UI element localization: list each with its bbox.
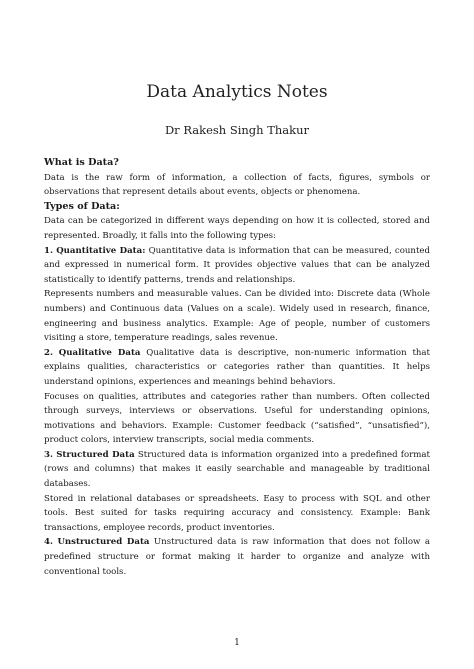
list-item-quantitative — [44, 244, 430, 288]
list-item-unstructured — [44, 535, 430, 579]
types-of-data-intro: Data can be categorized in different ways depending on how it is collected, stored and represented. Broadly, it falls into the following types: — [44, 216, 430, 241]
list-item-qualitative — [44, 346, 430, 390]
list-item-text: Unstructured data is raw information that does not follow a predefined structure or format making it harder to organize and analyze with conventional tools. — [44, 537, 430, 577]
list-item-number: 1. — [44, 245, 53, 256]
list-item-number: 4. — [44, 537, 53, 548]
list-item-text: Quantitative data is information that can be measured, counted and expressed in numerical form. It provides objective values that can be analyzed statistically to identify patterns, trends and relationships. — [44, 245, 431, 285]
section-heading-types-of-data: Types of Data: — [44, 200, 120, 212]
list-item-label: Qualitative Data — [58, 347, 141, 358]
list-item-label: Structured Data — [56, 449, 135, 460]
section-heading-what-is-data: What is Data? — [44, 157, 119, 168]
list-item-text: Qualitative data is descriptive, non-numeric information that explains qualities, characteristics or categories rather than quantities. It helps understand opinions, experiences and meanings behind behaviors. — [44, 347, 431, 387]
document-title: Data Analytics Notes — [146, 82, 328, 102]
list-item-label: Quantitative Data: — [56, 245, 146, 256]
list-item-number: 3. — [44, 449, 53, 460]
document-author: Dr Rakesh Singh Thakur — [164, 123, 310, 137]
list-item-structured — [44, 448, 430, 492]
list-item-note-quantitative: Represents numbers and measurable values. Can be divided into: Discrete data (Whole numbers) and Continuous data (Values on a scale). Widely used in research, finance, engineering and business analytics. Example: Age of people, number of customers visiting a store, temperature readings, sales revenue. — [44, 289, 430, 344]
what-is-data-paragraph: Data is the raw form of information, a collection of facts, figures, symbols or observations that represent details about events, objects or phenomena. — [44, 172, 430, 198]
list-item-note-qualitative: Focuses on qualities, attributes and categories rather than numbers. Often collected through surveys, interviews or observations. Useful for understanding opinions, motivations and behaviors. Example: Customer feedback (“satisfied”, “unsatisfied”), product colors, interview transcripts, social media comments. — [44, 391, 430, 446]
document-body — [44, 156, 430, 579]
list-item-number: 2. — [44, 347, 53, 358]
list-item-text: Structured data is information organized into a predefined format (rows and columns) that makes it easily searchable and manageable by traditional databases. — [44, 449, 430, 490]
page-number: 1 — [234, 638, 240, 648]
list-item-note-structured: Stored in relational databases or spreadsheets. Easy to process with SQL and other tools. Best suited for tasks requiring accuracy and consistency. Example: Bank transactions, employee records, product inventories. — [44, 493, 430, 533]
list-item-label: Unstructured Data — [57, 537, 150, 548]
